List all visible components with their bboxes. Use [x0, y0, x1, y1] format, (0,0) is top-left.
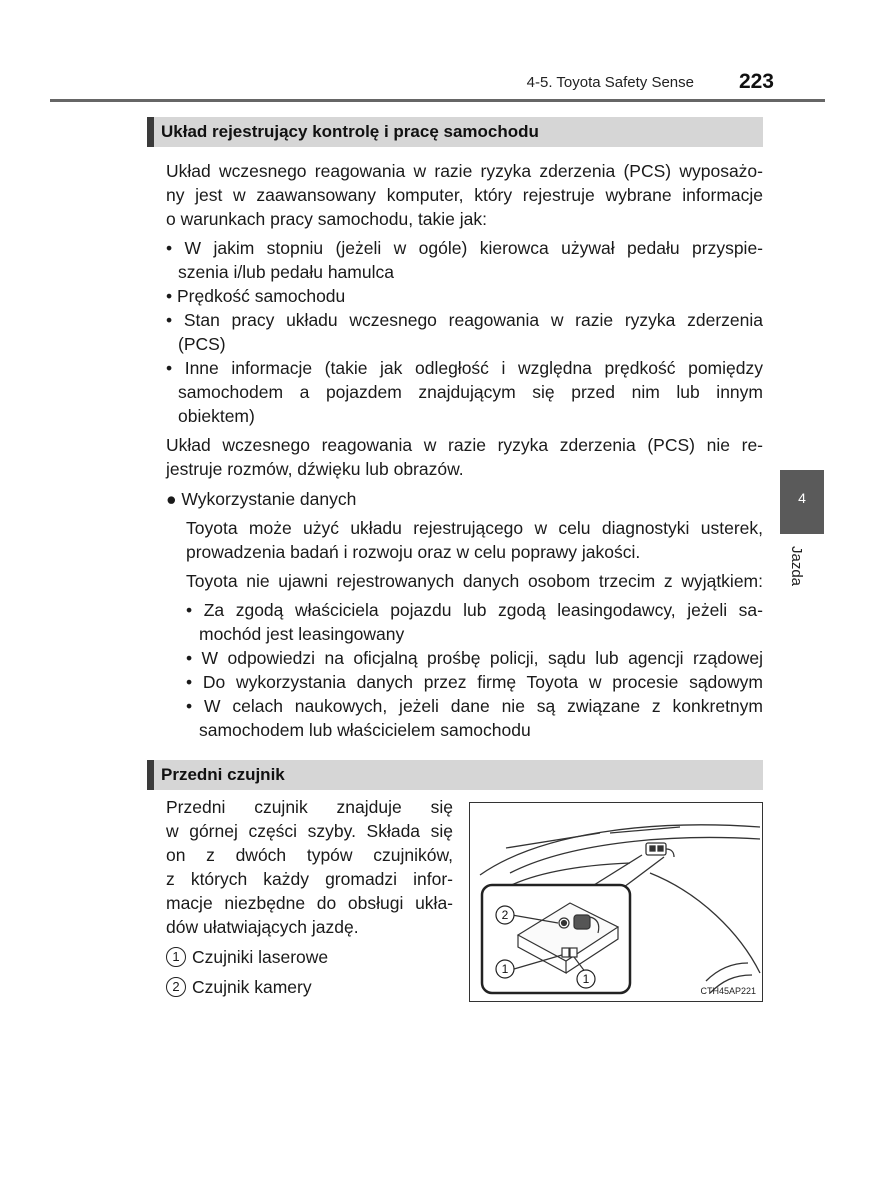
list-item: • Inne informacje (takie jak odległość i względna prędkość pomiędzy [166, 358, 763, 378]
data-use-line: prowadzenia badań i rozwoju oraz w celu poprawy jakości. [186, 542, 641, 562]
figure-id: CTH45AP221 [700, 986, 756, 996]
callout-number: 1 [166, 947, 186, 967]
closing-line: jestruje rozmów, dźwięku lub obrazów. [166, 459, 464, 479]
chapter-number: 4 [798, 490, 806, 506]
chapter-label [782, 546, 822, 596]
list-item: • W jakim stopniu (jeżeli w ogóle) kierowca używał pedału przyspie- [166, 238, 763, 258]
section-heading-recorder [147, 117, 763, 147]
sensor-text-line: Przedni czujnik znajduje się [166, 797, 453, 817]
list-item-continuation: samochodem a pojazdem znajdującym się przed nim lub innym [178, 382, 763, 402]
header-divider [50, 99, 825, 102]
list-item: • Prędkość samochodu [166, 286, 346, 306]
chapter-label-text: Jazda [788, 546, 805, 587]
list-item-continuation: szenia i/lub pedału hamulca [178, 262, 394, 282]
intro-line: o warunkach pracy samochodu, takie jak: [166, 209, 487, 229]
legend-label: Czujniki laserowe [192, 947, 329, 967]
legend-item-laser [166, 945, 328, 969]
sensor-text-line: w górnej części szyby. Składa się [166, 821, 453, 841]
intro-line: Układ wczesnego reagowania w razie ryzyka zderzenia (PCS) wyposażo- [166, 161, 763, 181]
heading-accent-bar [147, 117, 154, 147]
exception-item: • W celach naukowych, jeżeli dane nie są związane z konkretnym [186, 696, 763, 716]
sensor-text-line: macje niezbędne do obsługi ukła- [166, 893, 453, 913]
chapter-tab [780, 470, 824, 534]
header-section-title: 4-5. Toyota Safety Sense [526, 74, 694, 91]
section-heading-front-sensor [147, 760, 763, 790]
callout-1: 1 [582, 972, 590, 986]
callout-number: 2 [166, 977, 186, 997]
list-item-continuation: obiektem) [178, 406, 255, 426]
windshield-sensor-drawing [470, 803, 764, 1003]
heading-accent-bar [147, 760, 154, 790]
sensor-text-line: on z dwóch typów czujników, [166, 845, 453, 865]
data-use-line: Toyota może użyć układu rejestrującego w celu diagnostyki usterek, [186, 518, 763, 538]
list-item: • Stan pracy układu wczesnego reagowania w razie ryzyka zderzenia [166, 310, 763, 330]
section-heading-text: Przedni czujnik [161, 765, 285, 784]
callout-2: 2 [501, 908, 509, 922]
callout-1: 1 [501, 962, 509, 976]
list-item-continuation: (PCS) [178, 334, 226, 354]
exception-item-continuation: mochód jest leasingowany [199, 624, 405, 644]
exception-item: • Do wykorzystania danych przez firmę Toyota w procesie sądowym [186, 672, 763, 692]
data-use-line: Toyota nie ujawni rejestrowanych danych osobom trzecim z wyjątkiem: [186, 571, 763, 591]
exception-item-continuation: samochodem lub właścicielem samochodu [199, 720, 531, 740]
page-number: 223 [738, 70, 774, 93]
exception-item: • W odpowiedzi na oficjalną prośbę policji, sądu lub agencji rządowej [186, 648, 763, 668]
legend-label: Czujnik kamery [192, 977, 312, 997]
sensor-text-line: z których każdy gromadzi infor- [166, 869, 453, 889]
exception-item: • Za zgodą właściciela pojazdu lub zgodą leasingodawcy, jeżeli sa- [186, 600, 763, 620]
legend-item-camera [166, 975, 312, 999]
page-header [0, 0, 880, 110]
closing-line: Układ wczesnego reagowania w razie ryzyka zderzenia (PCS) nie re- [166, 435, 763, 455]
intro-line: ny jest w zaawansowany komputer, który rejestruje wybrane informacje [166, 185, 763, 205]
subheading-data-use: ● Wykorzystanie danych [166, 489, 357, 509]
sensor-text-line: dów ułatwiających jazdę. [166, 917, 359, 937]
section-heading-text: Układ rejestrujący kontrolę i pracę samochodu [161, 122, 539, 141]
front-sensor-illustration [469, 802, 763, 1002]
